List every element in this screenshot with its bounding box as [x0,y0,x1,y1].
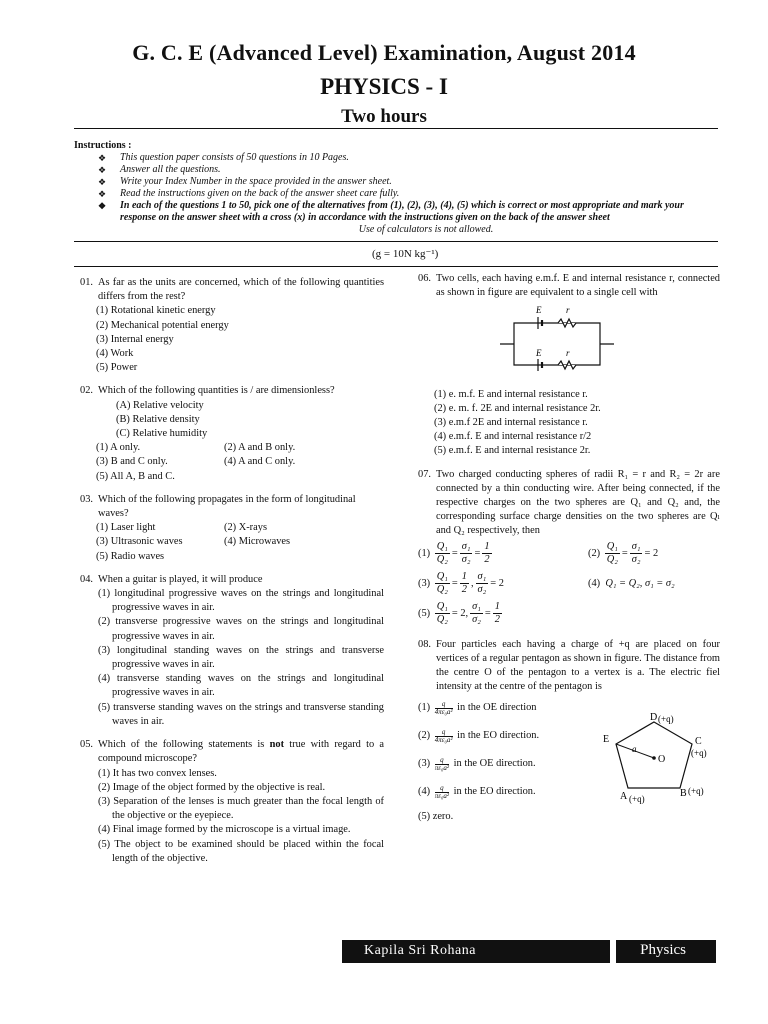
option: (3) e.m.f 2E and internal resistance r. [434,417,588,429]
charge-label: (+q) [629,793,645,804]
option: (4) Work [96,348,134,360]
question-text: Four particles each having a charge of +q are placed on four vertices of a regular pentagon as shown in figure. The distance from the centre O of the pentagon to a vertex is a. The electric fiel intensity at the centre of the pentagon is [436,638,720,693]
option: (3) $\frac{q}{\text{πε₀a²}}$ in the OE direction. [418,755,536,772]
diamond-icon: ❖ [98,165,107,175]
calculator-note: Use of calculators is not allowed. [358,224,494,235]
option: (4) A and C only. [224,456,296,468]
option: (2) Mechanical potential energy [96,319,229,331]
question-01 [80,276,384,375]
option: (2) $\frac{\text{Q₁}}{\text{Q₂}}$ = $\frac{\text{σ₁}}{\text{σ₂}}$ = 2 [588,541,659,566]
diamond-icon: ❖ [98,177,107,187]
instruction-item: ❖ This question paper consists of 50 questions in 10 Pages. [98,152,349,163]
option: (2) A and B only. [224,442,296,454]
footer-subject: Physics [640,942,686,958]
centre-O: O [658,753,666,765]
question-text: Two charged conducting spheres of radii R₁ = r and R₂ = 2r are connected by a thin conducting wire. After being connected, if the respective charges on the two spheres are Q₁ and Q₂ and, the corresponding surface charge densities on the two spheres are Qₗ and Q₂ respectively, then [436,468,720,537]
diamond-icon: ❖ [98,153,107,163]
question-04 [80,573,384,729]
question-06 [418,272,720,459]
left-column [80,276,384,875]
header-rule [74,128,718,129]
instructions [74,140,718,236]
option-row [418,569,720,599]
instruction-item: ❖ In each of the questions 1 to 50, pick one of the alternatives from (1), (2), (3), (4), (5) which is correct or most appropriate and mark your response on the answer sheet with a cross (x) in accordance with the instructions given on the back of the answer sheet [98,200,684,223]
option: (4) $\frac{q}{\text{πε₀a²}}$ in the EO direction. [418,783,536,800]
question-number: 01. [80,277,93,288]
gravity-rule [74,266,718,267]
label-r: r [566,348,570,359]
question-number: 08. [418,638,431,650]
option: (2) Image of the object formed by the objective is real. [98,781,326,793]
option: (2) $\frac{q}{\text{4πε₀a²}}$ in the EO direction. [418,727,540,744]
option: (4) e.m.f. E and internal resistance r/2 [434,431,592,443]
label-E: E [536,348,542,359]
option: (5) The object to be examined should be placed within the focal length of the objective. [98,838,384,864]
option: (3) $\frac{\text{Q₁}}{\text{Q₂}}$ = $\frac{1}{2}$ , $\frac{\text{σ₁}}{\text{σ₂}}$ = 2 [418,571,504,596]
option: (1) $\frac{\text{Q₁}}{\text{Q₂}}$ = $\frac{\text{σ₁}}{\text{σ₂}}$ = $\frac{1}{2}$ [418,541,490,566]
option: (5) All A, B and C. [96,470,175,482]
option: (4) Q₁ = Q₂, σ₁ = σ₂ [588,577,675,589]
option: (3) B and C only. [96,456,168,468]
question-text: Which of the following statements is not true with regard to a compound microscope? [98,739,385,765]
question-number: 04. [80,573,93,585]
question-number: 05. [80,739,93,751]
charge-label: (+q) [658,713,674,724]
option-row [418,539,720,569]
option: (3) longitudinal standing waves on the strings and transverse progressive waves in air. [98,644,384,671]
option: (1) $\frac{q}{\text{4πε₀a²}}$ in the OE direction [418,699,537,716]
instruction-item: ❖ Read the instructions given on the back of the answer sheet care fully. [98,188,400,199]
right-column [418,272,720,834]
option: (5) $\frac{\text{Q₁}}{\text{Q₂}}$ = 2 , $\frac{\text{σ₁}}{\text{σ₂}}$ = $\frac{1}{2}$ [418,601,500,626]
question-03 [80,493,384,564]
instructions-rule [74,241,718,242]
diamond-icon: ❖ [98,201,107,211]
option: (3) Internal energy [96,333,174,345]
option: (4) Final image formed by the microscope is a virtual image. [98,824,351,836]
question-text: Two cells, each having e.m.f. E and internal resistance r, connected as shown in figure are equivalent to a single cell with [436,273,720,299]
vertex-A: A [620,790,628,802]
statement: (A) Relative velocity [116,399,204,411]
question-text: When a guitar is played, it will produce [98,573,263,585]
label-E: E [536,305,542,316]
footer-author: Kapila Sri Rohana [364,943,476,958]
circuit-diagram [418,300,718,382]
subject-title: PHYSICS - I [320,74,448,99]
question-text: As far as the units are concerned, which of the following quantities differs from the rest? [98,277,384,303]
footer-divider [610,940,616,963]
instruction-item: ❖ Write your Index Number in the space provided in the answer sheet. [98,176,392,187]
instructions-title: Instructions : [74,140,132,151]
option: (5) transverse standing waves on the strings and transverse standing waves in air. [98,701,384,727]
exam-title: G. C. E (Advanced Level) Examination, August 2014 [132,40,636,65]
question-number: 03. [80,493,93,505]
option: (5) e.m.f. E and internal resistance 2r. [434,445,591,457]
statement: (B) Relative density [116,413,200,425]
question-02 [80,384,384,483]
vertex-B: B [680,787,687,799]
option: (5) Power [96,362,138,374]
vertex-E: E [603,733,610,745]
option: (1) longitudinal progressive waves on the strings and longitudinal progressive waves in air. [98,588,384,614]
question-07 [418,468,720,629]
question-text: Which of the following propagates in the form of longitudinal waves? [98,493,356,520]
vertex-C: C [695,735,702,747]
statement: (C) Relative humidity [116,428,208,440]
gravity-note: (g = 10N kg⁻¹) [372,248,439,260]
question-number: 02. [80,385,93,397]
question-number: 06. [418,273,431,284]
option: (2) X-rays [224,522,267,534]
option: (5) Radio waves [96,550,165,562]
distance-a: a [632,743,637,754]
option: (2) e. m. f. 2E and internal resistance 2r. [434,402,601,414]
vertex-D: D [650,711,658,723]
option: (1) A only. [96,442,141,454]
option: (1) It has two convex lenses. [98,767,217,779]
diamond-icon: ❖ [98,189,107,199]
option: (2) transverse progressive waves on the strings and longitudinal progressive waves in air. [98,616,384,642]
option: (5) zero. [418,811,454,823]
option: (4) transverse standing waves on the strings and longitudinal progressive waves in air. [98,673,384,699]
question-text: Which of the following quantities is / are dimensionless? [98,385,335,397]
question-08 [418,638,720,825]
option: (3) Ultrasonic waves [96,536,183,548]
option: (3) Separation of the lenses is much greater than the focal length of the objective or the eyepiece. [98,795,384,822]
question-number: 07. [418,468,431,480]
label-r: r [566,305,570,316]
option: (1) Laser light [96,522,156,534]
option: (4) Microwaves [224,536,291,548]
option: (1) Rotational kinetic energy [96,305,216,317]
pentagon-diagram [598,700,720,812]
instruction-item: ❖ Answer all the questions. [98,164,221,175]
charge-label: (+q) [691,747,707,758]
footer-banner [342,940,716,963]
question-05 [80,738,384,866]
duration: Two hours [341,106,427,127]
option: (1) e. m.f. E and internal resistance r. [434,388,588,400]
charge-label: (+q) [688,785,704,796]
